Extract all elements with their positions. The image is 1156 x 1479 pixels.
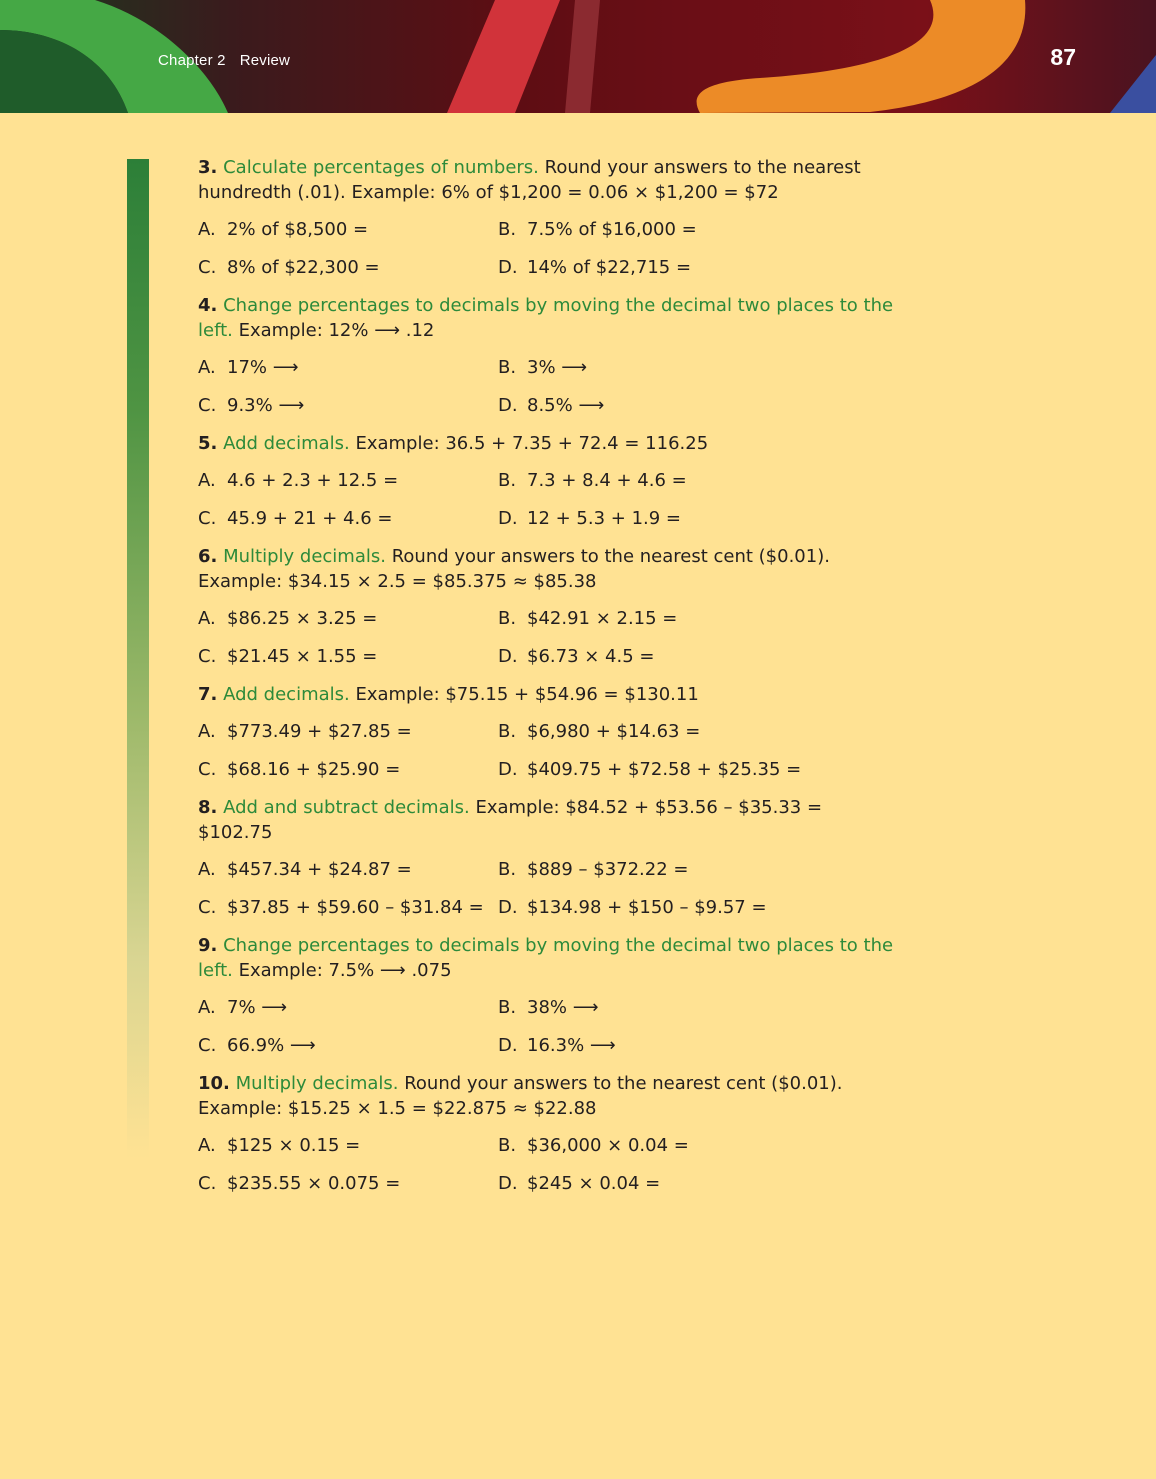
running-header <box>158 52 290 69</box>
answer-letter: C. <box>198 257 217 278</box>
problem-number: 3. <box>198 157 218 178</box>
problem-instruction: Round your answers to the nearest cent ($0.01). Example: $15.25 × 1.5 = $22.875 ≈ $22.88 <box>198 1073 843 1119</box>
answer-expression: $6,980 + $14.63 = <box>527 721 701 742</box>
problem-instruction: Example: $75.15 + $54.96 = $130.11 <box>349 684 699 705</box>
problem-instruction: Round your answers to the nearest hundredth (.01). Example: 6% of $1,200 = 0.06 × $1,200 = $72 <box>198 157 861 203</box>
decorative-side-bar <box>127 159 149 1159</box>
answer-expression: 7.3 + 8.4 + 4.6 = <box>527 470 687 491</box>
chapter-label: Chapter 2 <box>158 52 226 69</box>
answer-grid <box>198 217 898 280</box>
section-label: Review <box>239 52 291 69</box>
problem-number: 5. <box>198 433 218 454</box>
answer-letter: A. <box>198 997 216 1018</box>
problem-number: 6. <box>198 546 218 567</box>
answer-row <box>198 995 898 1020</box>
answer-item <box>198 719 498 744</box>
answer-letter: D. <box>498 1035 518 1056</box>
answer-expression: $134.98 + $150 – $9.57 = <box>527 897 767 918</box>
answer-row <box>198 1133 898 1158</box>
problem-topic: Calculate percentages of numbers. <box>223 157 539 178</box>
answer-expression: $245 × 0.04 = <box>527 1173 661 1194</box>
answer-grid <box>198 606 898 669</box>
answer-expression: $86.25 × 3.25 = <box>227 608 378 629</box>
problem-3 <box>198 155 898 280</box>
problem-heading <box>198 155 898 205</box>
problem-heading <box>198 544 898 594</box>
problem-instruction: Round your answers to the nearest cent ($0.01). Example: $34.15 × 2.5 = $85.375 ≈ $85.38 <box>198 546 830 592</box>
answer-letter: B. <box>498 608 517 629</box>
answer-expression: $125 × 0.15 = <box>227 1135 361 1156</box>
problem-heading <box>198 682 898 707</box>
answer-letter: D. <box>498 646 518 667</box>
problem-instruction: Example: 12% ⟶ .12 <box>232 320 435 341</box>
answer-row <box>198 468 898 493</box>
answer-expression: $457.34 + $24.87 = <box>227 859 412 880</box>
answer-expression: 8% of $22,300 = <box>227 257 380 278</box>
problem-heading <box>198 1071 898 1121</box>
problem-number: 7. <box>198 684 218 705</box>
problem-heading <box>198 933 898 983</box>
answer-expression: 14% of $22,715 = <box>527 257 692 278</box>
answer-row <box>198 857 898 882</box>
answer-letter: B. <box>498 859 517 880</box>
problem-6 <box>198 544 898 669</box>
answer-item <box>498 1033 798 1058</box>
answer-row <box>198 895 898 920</box>
answer-grid <box>198 719 898 782</box>
answer-row <box>198 217 898 242</box>
answer-letter: A. <box>198 721 216 742</box>
answer-item <box>198 506 498 531</box>
problem-number: 8. <box>198 797 218 818</box>
answer-letter: B. <box>498 721 517 742</box>
problem-9 <box>198 933 898 1058</box>
answer-expression: $773.49 + $27.85 = <box>227 721 412 742</box>
answer-letter: A. <box>198 1135 216 1156</box>
answer-letter: A. <box>198 470 216 491</box>
problem-number: 4. <box>198 295 218 316</box>
answer-row <box>198 757 898 782</box>
answer-letter: A. <box>198 608 216 629</box>
answer-row <box>198 606 898 631</box>
answer-letter: C. <box>198 897 217 918</box>
problem-heading <box>198 795 898 845</box>
answer-grid <box>198 468 898 531</box>
answer-row <box>198 355 898 380</box>
problem-instruction: Example: 36.5 + 7.35 + 72.4 = 116.25 <box>349 433 709 454</box>
answer-expression: $21.45 × 1.55 = <box>227 646 378 667</box>
answer-item <box>198 217 498 242</box>
answer-item <box>198 1033 498 1058</box>
answer-row <box>198 255 898 280</box>
problem-heading <box>198 293 898 343</box>
answer-item <box>498 606 798 631</box>
answer-letter: D. <box>498 395 518 416</box>
answer-item <box>198 757 498 782</box>
answer-expression: $36,000 × 0.04 = <box>527 1135 689 1156</box>
answer-expression: $6.73 × 4.5 = <box>527 646 655 667</box>
answer-letter: D. <box>498 508 518 529</box>
answer-expression: 45.9 + 21 + 4.6 = <box>227 508 393 529</box>
answer-item <box>498 355 798 380</box>
problem-instruction: Example: $84.52 + $53.56 – $35.33 = $102.75 <box>198 797 823 843</box>
answer-expression: $37.85 + $59.60 – $31.84 = <box>227 897 484 918</box>
answer-item <box>198 857 498 882</box>
answer-item <box>498 1171 798 1196</box>
answer-expression: 3% ⟶ <box>527 357 588 378</box>
answer-letter: C. <box>198 759 217 780</box>
answer-letter: B. <box>498 219 517 240</box>
answer-letter: B. <box>498 470 517 491</box>
answer-expression: $235.55 × 0.075 = <box>227 1173 401 1194</box>
answer-grid <box>198 1133 898 1196</box>
answer-expression: 17% ⟶ <box>227 357 299 378</box>
answer-letter: C. <box>198 646 217 667</box>
answer-letter: B. <box>498 997 517 1018</box>
problem-topic: Change percentages to decimals by moving the decimal two places to the left. <box>198 935 894 981</box>
answer-grid <box>198 995 898 1058</box>
answer-expression: 66.9% ⟶ <box>227 1035 316 1056</box>
answer-letter: C. <box>198 1173 217 1194</box>
answer-item <box>498 217 798 242</box>
problem-7 <box>198 682 898 782</box>
answer-item <box>198 1171 498 1196</box>
answer-item <box>198 606 498 631</box>
answer-expression: 4.6 + 2.3 + 12.5 = <box>227 470 399 491</box>
answer-grid <box>198 355 898 418</box>
answer-expression: $42.91 × 2.15 = <box>527 608 678 629</box>
chapter-banner <box>0 0 1156 113</box>
answer-row <box>198 393 898 418</box>
answer-expression: 12 + 5.3 + 1.9 = <box>527 508 682 529</box>
answer-item <box>498 857 798 882</box>
answer-item <box>498 995 798 1020</box>
answer-letter: D. <box>498 1173 518 1194</box>
answer-letter: B. <box>498 1135 517 1156</box>
answer-letter: D. <box>498 257 518 278</box>
answer-expression: 38% ⟶ <box>527 997 599 1018</box>
answer-letter: C. <box>198 395 217 416</box>
answer-expression: 2% of $8,500 = <box>227 219 369 240</box>
answer-item <box>198 393 498 418</box>
answer-item <box>198 644 498 669</box>
answer-item <box>198 355 498 380</box>
answer-item <box>498 1133 798 1158</box>
answer-letter: D. <box>498 897 518 918</box>
answer-expression: 7% ⟶ <box>227 997 288 1018</box>
answer-letter: A. <box>198 219 216 240</box>
problem-topic: Add decimals. <box>223 433 350 454</box>
answer-expression: 8.5% ⟶ <box>527 395 605 416</box>
answer-letter: C. <box>198 1035 217 1056</box>
answer-item <box>198 1133 498 1158</box>
answer-item <box>498 895 798 920</box>
answer-item <box>498 468 798 493</box>
answer-letter: A. <box>198 859 216 880</box>
problem-number: 9. <box>198 935 218 956</box>
problem-topic: Multiply decimals. <box>223 546 386 567</box>
answer-item <box>498 757 802 782</box>
problem-8 <box>198 795 898 920</box>
problem-4 <box>198 293 898 418</box>
answer-letter: D. <box>498 759 518 780</box>
page-number: 87 <box>1050 44 1076 70</box>
answer-row <box>198 719 898 744</box>
answer-item <box>498 719 798 744</box>
answer-expression: 9.3% ⟶ <box>227 395 305 416</box>
answer-letter: A. <box>198 357 216 378</box>
answer-item <box>198 255 498 280</box>
problem-topic: Multiply decimals. <box>235 1073 399 1094</box>
answer-letter: B. <box>498 357 517 378</box>
problem-topic: Add decimals. <box>223 684 350 705</box>
answer-row <box>198 644 898 669</box>
answer-expression: $889 – $372.22 = <box>527 859 689 880</box>
answer-letter: C. <box>198 508 217 529</box>
problem-topic: Add and subtract decimals. <box>223 797 470 818</box>
problem-10 <box>198 1071 898 1196</box>
review-problems <box>198 155 898 1209</box>
answer-expression: $68.16 + $25.90 = <box>227 759 401 780</box>
answer-item <box>198 995 498 1020</box>
answer-item <box>498 393 798 418</box>
answer-item <box>498 255 798 280</box>
answer-expression: 16.3% ⟶ <box>527 1035 616 1056</box>
answer-row <box>198 1171 898 1196</box>
answer-item <box>498 644 798 669</box>
answer-item <box>198 895 498 920</box>
problem-topic: Change percentages to decimals by moving the decimal two places to the left. <box>198 295 894 341</box>
answer-grid <box>198 857 898 920</box>
problem-number: 10. <box>198 1073 230 1094</box>
answer-row <box>198 1033 898 1058</box>
problem-5 <box>198 431 898 531</box>
answer-item <box>198 468 498 493</box>
answer-expression: 7.5% of $16,000 = <box>527 219 697 240</box>
answer-expression: $409.75 + $72.58 + $25.35 = <box>527 759 802 780</box>
answer-row <box>198 506 898 531</box>
problem-instruction: Example: 7.5% ⟶ .075 <box>232 960 452 981</box>
problem-heading <box>198 431 898 456</box>
answer-item <box>498 506 798 531</box>
